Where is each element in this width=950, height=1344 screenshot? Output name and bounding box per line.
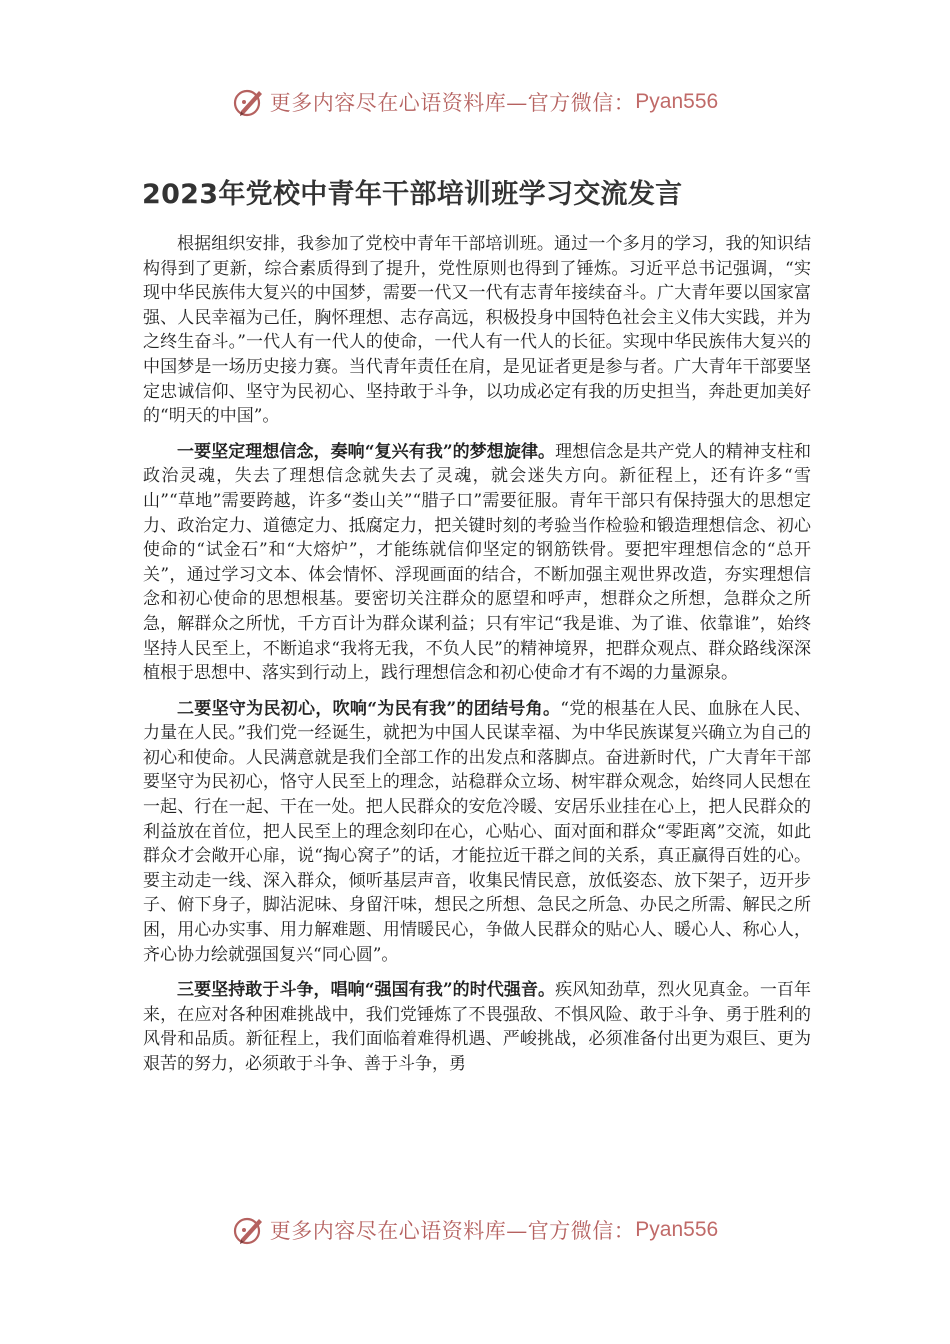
paragraph-text: 理想信念是共产党人的精神支柱和政治灵魂，失去了理想信念就失去了灵魂，就会迷失方向。新征程上，还有许多“雪山”“草地”需要跨越，许多“娄山关”“腊子口”需要征服。青年干部只有保持强大的思想定力、政治定力、道德定力、抵腐定力，把关键时刻的考验当作检验和锻造理想信念、初心使命的“试金石”和“大熔炉”，才能练就信仰坚定的钢筋铁骨。要把牢理想信念的“总开关”，通过学习文本、体会情怀、浮现画面的结合，不断加强主观世界改造，夯实理想信念和初心使命的思想根基。要密切关注群众的愿望和呼声，想群众之所想，急群众之所急，解群众之所忧，千方百计为群众谋利益；只有牢记“我是谁、为了谁、依靠谁”，始终坚持人民至上，不断追求“我将无我，不负人民”的精神境界，把群众观点、群众路线深深植根于思想中、落实到行动上，践行理想信念和初心使命才有不竭的力量源泉。	[143, 441, 811, 684]
paragraph-text: 根据组织安排，我参加了党校中青年干部培训班。通过一个多月的学习，我的知识结构得到了更新，综合素质得到了提升，党性原则也得到了锤炼。习近平总书记强调，“实现中华民族伟大复兴的中国梦，需要一代又一代有志青年接续奋斗。广大青年要以国家富强、人民幸福为己任，胸怀理想、志存高远，积极投身中国特色社会主义伟大实践，并为之终生奋斗。”一代人有一代人的使命，一代人有一代人的长征。实现中华民族伟大复兴的中国梦是一场历史接力赛。当代青年责任在肩，是见证者更是参与者。广大青年干部要坚定忠诚信仰、坚守为民初心、坚持敢于斗争，以功成必定有我的历史担当，奔赴更加美好的“明天的中国”。	[143, 234, 811, 427]
footer-banner	[0, 1208, 950, 1252]
paragraph-lead: 一要坚定理想信念，奏响“复兴有我”的梦想旋律。	[177, 441, 556, 462]
paragraph-lead: 二要坚守为民初心，吹响“为民有我”的团结号角。	[177, 698, 561, 719]
document-body	[143, 232, 811, 1088]
paragraph-intro	[143, 232, 811, 429]
header-banner	[0, 80, 950, 124]
pen-logo-icon	[232, 1213, 266, 1247]
paragraph-text: 疾风知劲草，烈火见真金。一百年来，在应对各种困难挑战中，我们党锤炼了不畏强敌、不惧风险、敢于斗争、勇于胜利的风骨和品质。新征程上，我们面临着难得机遇、严峻挑战，必须准备付出更为艰巨、更为艰苦的努力，必须敢于斗争、善于斗争，勇	[143, 980, 811, 1074]
document-title: 2023年党校中青年干部培训班学习交流发言	[142, 179, 683, 210]
paragraph-text: “党的根基在人民、血脉在人民、力量在人民。”我们党一经诞生，就把为中国人民谋幸福、为中华民族谋复兴确立为自己的初心和使命。人民满意就是我们全部工作的出发点和落脚点。奋进新时代，广大青年干部要坚守为民初心，恪守人民至上的理念，站稳群众立场、树牢群众观念，始终同人民想在一起、行在一起、干在一处。把人民群众的安危冷暖、安居乐业挂在心上，把人民群众的利益放在首位，把人民至上的理念刻印在心，心贴心、面对面和群众“零距离”交流，如此群众才会敞开心扉，说“掏心窝子”的话，才能拉近干群之间的关系，真正赢得百姓的心。要主动走一线、深入群众，倾听基层声音，收集民情民意，放低姿态、放下架子，迈开步子、俯下身子，脚沾泥味、身留汗味，想民之所想、急民之所急、办民之所需、解民之所困，用心办实事、用力解难题、用情暖民心，争做人民群众的贴心人、暖心人、称心人，齐心协力绘就强国复兴“同心圆”。	[143, 698, 811, 965]
footer-wechat-id: Pyan556	[635, 1218, 719, 1241]
paragraph-lead: 三要坚持敢于斗争，唱响“强国有我”的时代强音。	[177, 980, 556, 1001]
paragraph-section-2	[143, 697, 811, 968]
header-banner-text: 更多内容尽在心语资料库—官方微信：	[269, 91, 636, 115]
paragraph-section-3	[143, 978, 811, 1076]
header-wechat-id: Pyan556	[635, 90, 719, 113]
pen-logo-icon	[232, 85, 266, 119]
footer-banner-text: 更多内容尽在心语资料库—官方微信：	[269, 1219, 636, 1243]
paragraph-section-1	[143, 440, 811, 686]
